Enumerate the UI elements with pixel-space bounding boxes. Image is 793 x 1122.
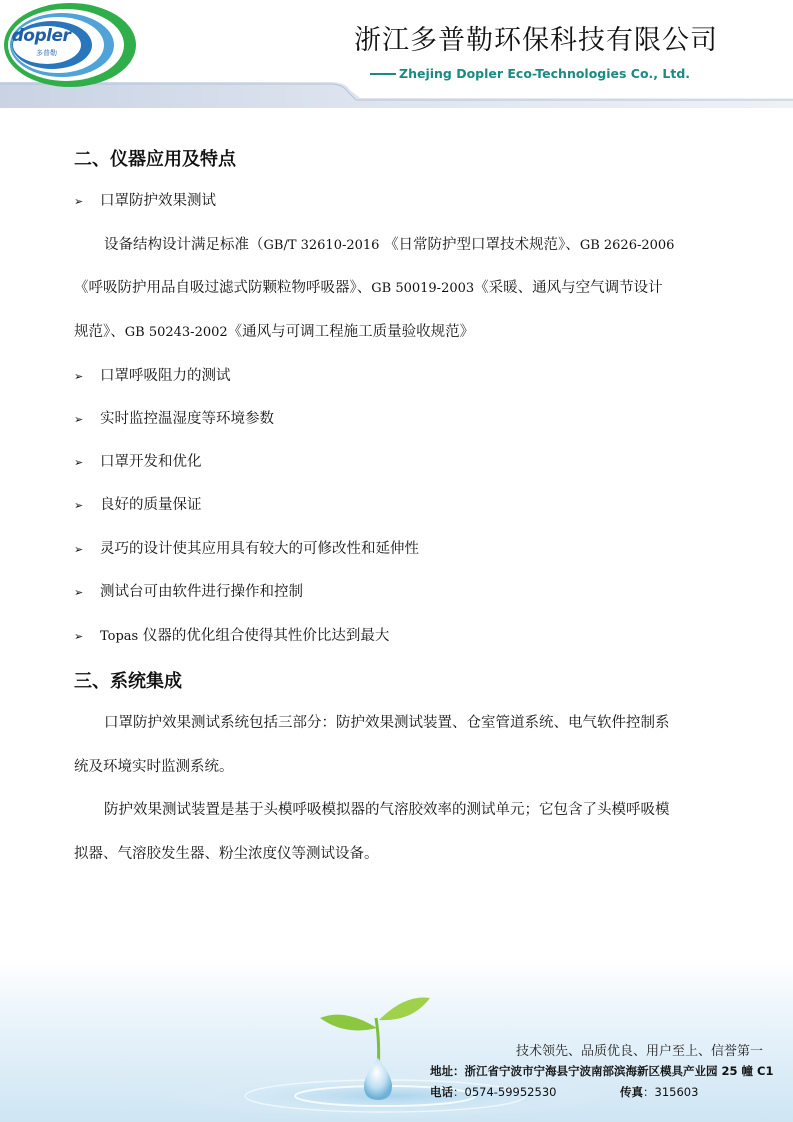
bullet-text: 口罩呼吸阻力的测试 [100, 368, 231, 384]
footer-fax [620, 1084, 698, 1100]
bullet-item [74, 407, 274, 428]
bullet-text: 灵巧的设计使其应用具有较大的可修改性和延伸性 [100, 541, 419, 557]
bullet-text: 口罩开发和优化 [100, 454, 202, 470]
standard-code: GB 50019-2003 [371, 281, 475, 296]
arrow-bullet-icon: ➢ [74, 543, 84, 556]
company-name-en-text: Zhejing Dopler Eco-Technologies Co., Ltd. [399, 66, 691, 81]
arrow-bullet-icon: ➢ [74, 413, 84, 426]
bullet-item [74, 537, 419, 558]
bullet-item [74, 580, 303, 601]
bullet-text: 测试台可由软件进行操作和控制 [100, 584, 303, 600]
system-paragraph-2-line-2: 拟器、气溶胶发生器、粉尘浓度仪等测试设备。 [74, 846, 379, 862]
bullet-text: 良好的质量保证 [100, 497, 202, 513]
arrow-bullet-icon: ➢ [74, 370, 84, 383]
logo-wordmark: dopler [11, 26, 71, 46]
footer-address [430, 1063, 773, 1079]
fax-value: ：315603 [643, 1085, 699, 1099]
standards-paragraph-line-2 [74, 276, 663, 297]
system-paragraph-1-line-2: 统及环境实时监测系统。 [74, 759, 234, 775]
bullet-text: 口罩防护效果测试 [100, 193, 216, 209]
fax-label: 传真 [620, 1085, 643, 1099]
arrow-bullet-icon: ➢ [74, 456, 84, 469]
para-text: 《呼吸防护用品自吸过滤式防颗粒物呼吸器》、 [74, 280, 372, 296]
system-paragraph-2-line-1: 防护效果测试装置是基于头模呼吸模拟器的气溶胶效率的测试单元；它包含了头模呼吸模 [104, 802, 670, 818]
bullet-text: 仪器的优化组合使得其性价比达到最大 [142, 628, 390, 644]
bullet-item [74, 450, 202, 471]
address-label: 地址 [430, 1064, 453, 1078]
bullet-item [74, 189, 216, 210]
bullet-item [74, 364, 231, 385]
bullet-text-en: Topas [100, 629, 139, 644]
arrow-bullet-icon: ➢ [74, 586, 84, 599]
standard-code: GB 50243-2002 [124, 325, 228, 340]
para-text: 规范》、 [74, 324, 125, 340]
section-3-heading: 三、系统集成 [74, 671, 182, 692]
standard-code: GB 2626-2006 [579, 238, 675, 253]
phone-value: ：0574-59952530 [453, 1085, 557, 1099]
bullet-text: 实时监控温湿度等环境参数 [100, 411, 274, 427]
company-name-en [370, 66, 690, 81]
phone-label: 电话 [430, 1085, 453, 1099]
footer-phone [430, 1084, 556, 1100]
standards-paragraph-line-1 [104, 233, 674, 254]
arrow-bullet-icon: ➢ [74, 195, 84, 208]
para-text: 设备结构设计满足标准（ [104, 237, 264, 253]
address-value: ：浙江省宁波市宁海县宁波南部滨海新区模具产业园 25 幢 C1 [453, 1064, 774, 1078]
dash-decoration [370, 73, 396, 75]
section-2-heading: 二、仪器应用及特点 [74, 149, 236, 170]
para-text: 《采暖、通风与空气调节设计 [474, 280, 663, 296]
system-paragraph-1-line-1: 口罩防护效果测试系统包括三部分：防护效果测试装置、仓室管道系统、电气软件控制系 [104, 715, 670, 731]
para-text: 《通风与可调工程施工质量验收规范》 [227, 324, 475, 340]
bullet-item [74, 493, 202, 514]
logo-cn-text: 多普勒 [36, 49, 57, 57]
company-name-cn: 浙江多普勒环保科技有限公司 [354, 25, 718, 56]
standard-code: GB/T 32610-2016 [263, 238, 380, 253]
footer-slogan: 技术领先、品质优良、用户至上、信誉第一 [516, 1044, 764, 1059]
standards-paragraph-line-3 [74, 320, 474, 341]
bullet-item [74, 624, 389, 645]
page-header [0, 0, 793, 108]
arrow-bullet-icon: ➢ [74, 499, 84, 512]
arrow-bullet-icon: ➢ [74, 630, 84, 643]
company-logo [0, 0, 140, 94]
para-text: 《日常防护型口罩技术规范》、 [384, 237, 580, 253]
